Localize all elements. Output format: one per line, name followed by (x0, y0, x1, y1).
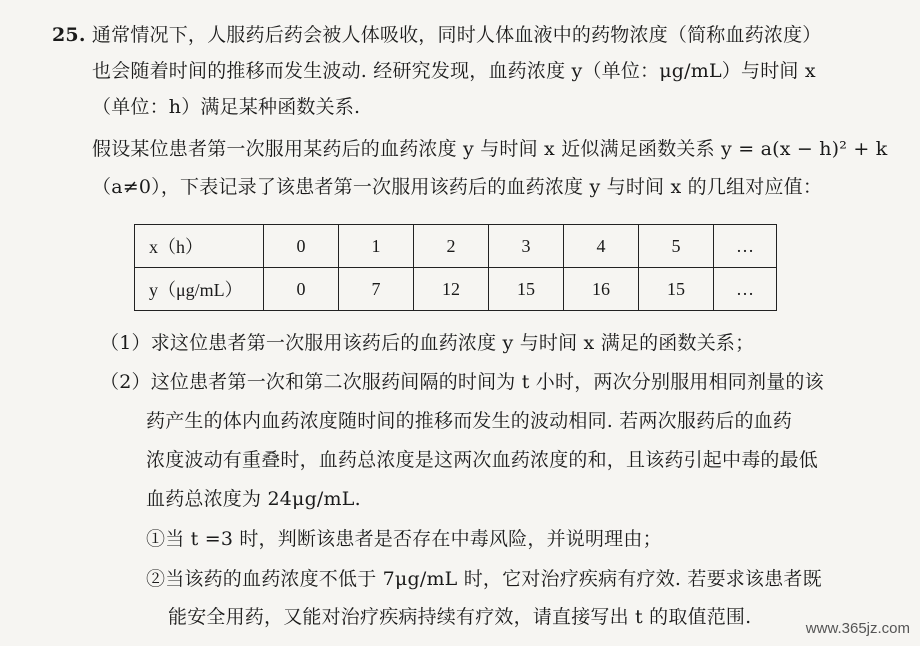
x-cell: 4 (564, 225, 639, 268)
problem-intro-line-2: 也会随着时间的推移而发生波动. 经研究发现，血药浓度 y（单位：μg/mL）与时间 x (92, 60, 816, 82)
x-cell: 0 (264, 225, 339, 268)
sub-question-2-line-2: 能安全用药，又能对治疗疾病持续有疗效，请直接写出 t 的取值范围. (168, 606, 752, 628)
y-cell: 7 (339, 268, 414, 311)
table-row-y (135, 268, 777, 311)
problem-intro-line-1 (52, 22, 822, 48)
assumption-line-1: 假设某位患者第一次服用某药后的血药浓度 y 与时间 x 近似满足函数关系 y = a(x − h)² + k (92, 138, 888, 160)
y-header: y（μg/mL） (135, 268, 264, 311)
watermark: www.365jz.com (805, 620, 910, 637)
x-header: x（h） (135, 225, 264, 268)
y-cell: 15 (489, 268, 564, 311)
sub-question-1: ①当 t =3 时，判断该患者是否存在中毒风险，并说明理由； (146, 528, 662, 550)
x-cell-ellipsis: … (714, 225, 777, 268)
question-1: （1）求这位患者第一次服用该药后的血药浓度 y 与时间 x 满足的函数关系； (100, 332, 755, 354)
x-cell: 2 (414, 225, 489, 268)
y-cell: 12 (414, 268, 489, 311)
x-cell: 1 (339, 225, 414, 268)
problem-number: 25. (52, 24, 86, 46)
y-cell-ellipsis: … (714, 268, 777, 311)
x-cell: 5 (639, 225, 714, 268)
data-table (134, 224, 777, 311)
y-cell: 16 (564, 268, 639, 311)
assumption-line-2: （a≠0），下表记录了该患者第一次服用该药后的血药浓度 y 与时间 x 的几组对应值： (92, 176, 823, 198)
sub-question-2-line-1: ②当该药的血药浓度不低于 7μg/mL 时，它对治疗疾病有疗效. 若要求该患者既 (146, 568, 822, 590)
y-cell: 0 (264, 268, 339, 311)
question-2-line-4: 血药总浓度为 24μg/mL. (146, 488, 361, 510)
table-row-x (135, 225, 777, 268)
question-2-line-3: 浓度波动有重叠时，血药总浓度是这两次血药浓度的和，且该药引起中毒的最低 (146, 449, 819, 471)
question-2-line-1: （2）这位患者第一次和第二次服药间隔的时间为 t 小时，两次分别服用相同剂量的该 (100, 371, 824, 393)
intro-text-1: 通常情况下，人服药后药会被人体吸收，同时人体血液中的药物浓度（简称血药浓度） (91, 24, 822, 46)
question-2-line-2: 药产生的体内血药浓度随时间的推移而发生的波动相同. 若两次服药后的血药 (146, 410, 793, 432)
problem-intro-line-3: （单位：h）满足某种函数关系. (92, 96, 361, 118)
y-cell: 15 (639, 268, 714, 311)
x-cell: 3 (489, 225, 564, 268)
